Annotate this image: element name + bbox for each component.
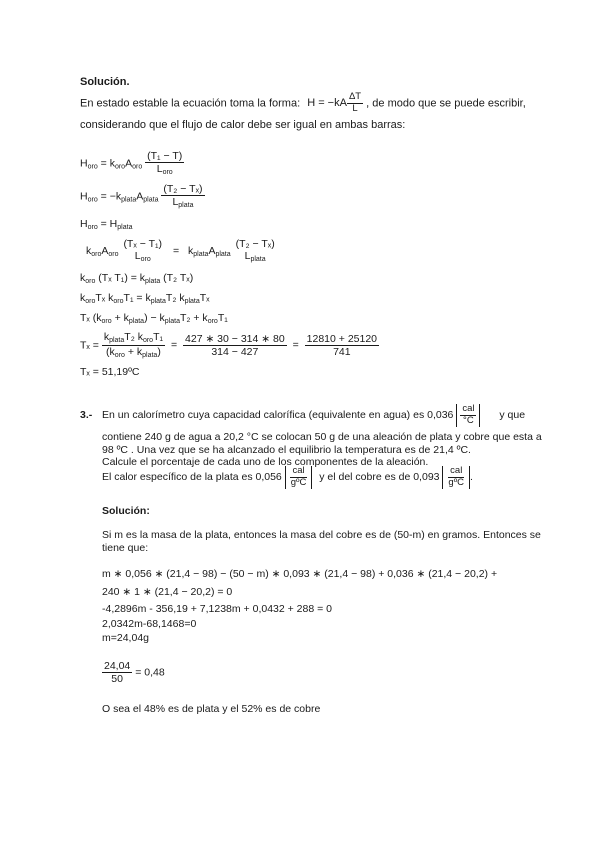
eq7-sub1: oro — [101, 318, 112, 325]
unit-2-den: gºC — [290, 476, 307, 488]
formula-frac — [347, 92, 363, 115]
eq1-den-l: L — [156, 163, 163, 176]
eq8-frac3 — [305, 333, 379, 358]
eq8-num1-k: k — [103, 331, 110, 343]
eq7-b: + k — [111, 312, 129, 324]
unit-cal-per-gc-1 — [285, 466, 313, 489]
eq6-sub1: oro — [85, 298, 96, 305]
equation-2 — [80, 183, 205, 210]
eq8-num1-b: T₂ k — [124, 331, 143, 343]
problem-line-1-b: y que — [499, 409, 526, 422]
eq6-k: k — [80, 292, 86, 304]
eq8-equals-2: = — [170, 339, 178, 352]
problem-line-1 — [102, 404, 525, 427]
intro-text-b: , de modo que se puede escribir, — [366, 97, 526, 110]
eq2-lhs-sub: oro — [87, 196, 98, 204]
eq4-k2-sub: plata — [193, 250, 209, 258]
unit-cal-per-c — [456, 404, 480, 427]
eq6-sub2: oro — [113, 298, 124, 305]
eq7-e: T₁ — [217, 312, 228, 324]
formula-den: L — [352, 102, 358, 114]
eq8-den1 — [104, 346, 163, 360]
eq6-d: T₂ k — [165, 292, 185, 304]
solution-2-eq-1: m ∗ 0,056 ∗ (21,4 − 98) − (50 − m) ∗ 0,093 ∗ (21,4 − 98) + 0,036 ∗ (21,4 − 20,2) + — [102, 568, 498, 580]
eq8-equals-3: = — [292, 339, 299, 352]
eq7-d: T₂ + k — [179, 312, 208, 324]
eq4-k2: k — [188, 244, 194, 257]
formula-num: ΔT — [348, 91, 362, 102]
eq1-a-sub: oro — [132, 163, 143, 171]
eq4-num1: (Tₓ − T₁) — [123, 238, 163, 250]
eq5-sub2: plata — [145, 278, 161, 285]
eq3-sub1: oro — [87, 224, 98, 231]
solution-2-para-1: Si m es la masa de la plata, entonces la masa del cobre es de (50-m) en gramos. Entonces se — [102, 529, 541, 541]
eq5-k: k — [80, 272, 86, 284]
eq7-sub4: oro — [207, 318, 218, 325]
equation-6 — [80, 292, 210, 305]
eq4-den1 — [133, 250, 153, 264]
eq2-den-l: L — [172, 196, 179, 209]
eq2-a-sub: plata — [143, 196, 159, 204]
eq8-num2: 427 ∗ 30 − 314 ∗ 80 — [185, 332, 285, 345]
eq4-a2: A — [208, 244, 216, 257]
eq8-den1-sub1: oro — [114, 352, 125, 360]
eq2-frac — [161, 183, 204, 210]
unit-cal-per-gc-2 — [442, 466, 470, 489]
eq8-den1-a: (k — [106, 346, 115, 359]
eq4-den1-sub: oro — [140, 256, 151, 264]
problem-line-2: contiene 240 g de agua a 20,2 °C se colocan 50 g de una aleación de plata y cobre que esta a — [102, 431, 542, 443]
eq6-frac — [102, 660, 132, 685]
eq8-num1-sub1: plata — [109, 337, 125, 344]
solution-2-eq-6 — [102, 660, 165, 685]
equation-3 — [80, 218, 132, 231]
formula-lhs: H = −kA — [307, 97, 347, 110]
solution-2-eq-2: 240 ∗ 1 ∗ (21,4 − 20,2) = 0 — [102, 586, 233, 598]
eq7-sub2: plata — [128, 318, 145, 325]
intro-line-2: considerando que el flujo de calor debe ser igual en ambas barras: — [80, 119, 406, 131]
eq8-num1-sub2: oro — [142, 337, 154, 344]
unit-1-den: °C — [463, 414, 474, 426]
eq7-sub3: plata — [164, 318, 180, 325]
problem-line-5 — [102, 466, 473, 489]
eq8-den1-c: ) — [157, 346, 161, 359]
eq8-frac2 — [183, 333, 287, 358]
eq8-den1-b: + k — [124, 346, 143, 359]
eq4-den2 — [243, 250, 268, 264]
eq4-k1-sub: oro — [91, 250, 102, 258]
eq1-lhs: H — [80, 157, 88, 170]
unit-frac-2 — [289, 466, 309, 489]
unit-2-num: cal — [292, 465, 305, 476]
eq7-a: Tₓ (k — [80, 312, 102, 324]
solution-2-title: Solución: — [102, 505, 150, 517]
eq3-mid: = H — [97, 218, 118, 230]
unit-3-num: cal — [450, 465, 463, 476]
eq4-k1: k — [86, 244, 92, 257]
eq3-sub2: plata — [117, 224, 133, 231]
solution-2-eq-3: -4,2896m - 356,19 + 7,1238m + 0,0432 + 288 = 0 — [102, 603, 333, 615]
eq2-den-sub: plata — [178, 202, 194, 210]
solution-2-para-2: tiene que: — [102, 542, 149, 554]
problem-line-3: 98 ºC . Una vez que se ha alcanzado el equilibrio la temperatura es de 21,4 ºC. — [102, 444, 471, 456]
intro-text-a: En estado estable la ecuación toma la forma: — [80, 97, 301, 110]
unit-frac-1 — [460, 404, 476, 427]
problem-line-5-c: . — [470, 471, 473, 484]
problem-line-5-b: y el del cobre es de 0,093 — [319, 471, 440, 484]
eq8-num3: 12810 + 25120 — [306, 332, 378, 345]
conclusion: O sea el 48% es de plata y el 52% es de cobre — [102, 703, 321, 715]
equation-4 — [86, 238, 277, 264]
problem-line-1-a: En un calorímetro cuya capacidad calorífica (equivalente en agua) es 0,036 — [102, 409, 454, 422]
eq5-sub1: oro — [85, 278, 96, 285]
eq8-den2: 314 − 427 — [211, 346, 259, 359]
eq6-sub3: plata — [150, 298, 166, 305]
eq8-den1-sub2: plata — [142, 352, 158, 360]
equation-5 — [80, 272, 193, 285]
eq1-mid: = k — [100, 157, 115, 170]
eq4-frac1 — [121, 238, 164, 264]
equation-1 — [80, 150, 184, 177]
eq4-frac2 — [234, 238, 277, 264]
eq8-frac1 — [102, 331, 165, 360]
eq4-den2-sub: plata — [250, 256, 266, 264]
solution-2-eq-5: m=24,04g — [102, 632, 149, 644]
intro-line-1 — [80, 92, 526, 115]
eq4-den2-l: L — [244, 250, 251, 263]
solution-2-eq-4: 2,0342m-68,1468=0 — [102, 618, 197, 630]
eq4-den1-l: L — [134, 250, 141, 263]
eq4-a2-sub: plata — [215, 250, 231, 258]
eq8-num1-c: T₁ — [153, 331, 164, 343]
eq2-mid: = −k — [100, 190, 122, 203]
eq1-den — [155, 163, 175, 177]
eq8-lhs: Tₓ = — [80, 339, 99, 352]
eq2-num: (T₂ − Tₓ) — [163, 183, 203, 195]
eq2-lhs: H — [80, 190, 88, 203]
equation-result: Tₓ = 51,19ºC — [80, 366, 140, 378]
problem-line-5-a: El calor específico de la plata es 0,056 — [102, 471, 282, 484]
eq1-den-sub: oro — [162, 169, 173, 177]
eq1-lhs-sub: oro — [87, 163, 98, 171]
equation-7 — [80, 312, 228, 325]
eq3-h: H — [80, 218, 88, 230]
eq6-den: 50 — [111, 673, 123, 686]
eq5-c: (T₂ Tₓ) — [160, 272, 194, 284]
eq1-frac — [145, 150, 184, 177]
equation-8 — [80, 331, 379, 360]
eq1-num: (T₁ − T) — [147, 150, 183, 162]
unit-1-num: cal — [462, 403, 475, 414]
eq2-den — [170, 196, 195, 210]
eq2-a: A — [136, 190, 144, 203]
eq6-num: 24,04 — [104, 660, 131, 672]
eq7-c: ) − k — [144, 312, 165, 324]
eq5-b: (Tₓ T₁) = k — [95, 272, 146, 284]
eq8-den3: 741 — [333, 346, 351, 359]
eq4-num2: (T₂ − Tₓ) — [235, 238, 275, 250]
eq6-sub4: plata — [184, 298, 200, 305]
eq6-e: Tₓ — [199, 292, 210, 304]
unit-3-den: gºC — [448, 476, 465, 488]
eq6-c: T₁ = k — [123, 292, 151, 304]
eq4-a1: A — [101, 244, 109, 257]
unit-frac-3 — [446, 466, 466, 489]
solution-title: Solución. — [80, 76, 130, 88]
eq2-k-sub: plata — [121, 196, 137, 204]
eq6-result: = 0,48 — [135, 666, 165, 679]
eq6-b: Tₓ k — [95, 292, 114, 304]
eq1-a: A — [125, 157, 133, 170]
problem-line-4: Calcule el porcentaje de cada uno de los componentes de la aleación. — [102, 456, 429, 468]
eq4-a1-sub: oro — [108, 250, 119, 258]
eq8-num1 — [102, 331, 165, 346]
eq4-equals: = — [172, 244, 180, 257]
eq1-k-sub: oro — [114, 163, 126, 171]
problem-number: 3.- — [80, 409, 93, 421]
